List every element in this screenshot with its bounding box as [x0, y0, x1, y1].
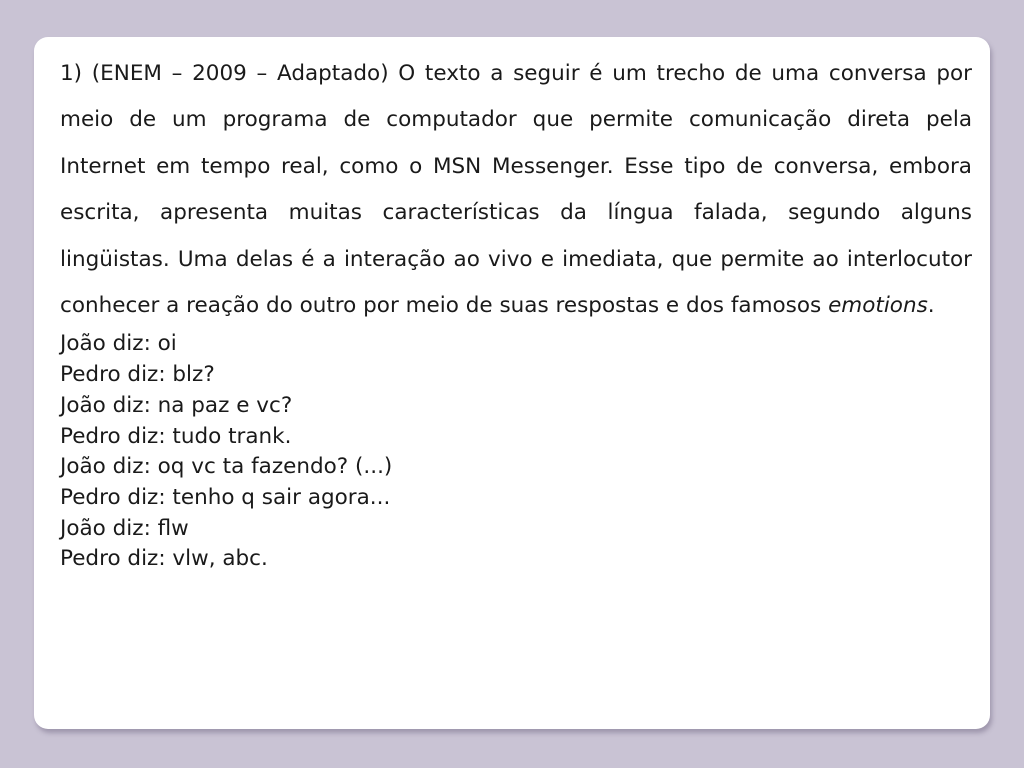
chat-line: Pedro diz: tenho q sair agora...	[60, 484, 391, 510]
chat-line: João diz: na paz e vc?	[60, 392, 293, 418]
chat-line: Pedro diz: vlw, abc.	[60, 546, 268, 572]
question-emphasis: emotions	[828, 293, 928, 319]
slide-card	[34, 37, 990, 729]
chat-line: Pedro diz: blz?	[60, 362, 215, 388]
question-end: .	[927, 293, 935, 319]
chat-line: Pedro diz: tudo trank.	[60, 423, 292, 449]
question-intro: 1) (ENEM – 2009 – Adaptado) O texto a seguir é um trecho de uma conversa por meio de um programa de computador que permite comunicação direta pela Internet em tempo real, como o MSN Messenger. Esse tipo de conversa, embora escrita, apresenta muitas características da língua falada, segundo alguns lingüistas. Uma delas é a interação ao vivo e imediata, que permite ao interlocutor conhecer a reação do outro por meio de suas respostas e dos famosos	[60, 61, 972, 319]
chat-line: João diz: oi	[60, 331, 177, 357]
question-text	[60, 51, 972, 329]
slide-content	[60, 51, 972, 575]
chat-line: João diz: oq vc ta fazendo? (...)	[60, 454, 393, 480]
chat-transcript	[60, 329, 972, 575]
chat-line: João diz: flw	[60, 515, 189, 541]
